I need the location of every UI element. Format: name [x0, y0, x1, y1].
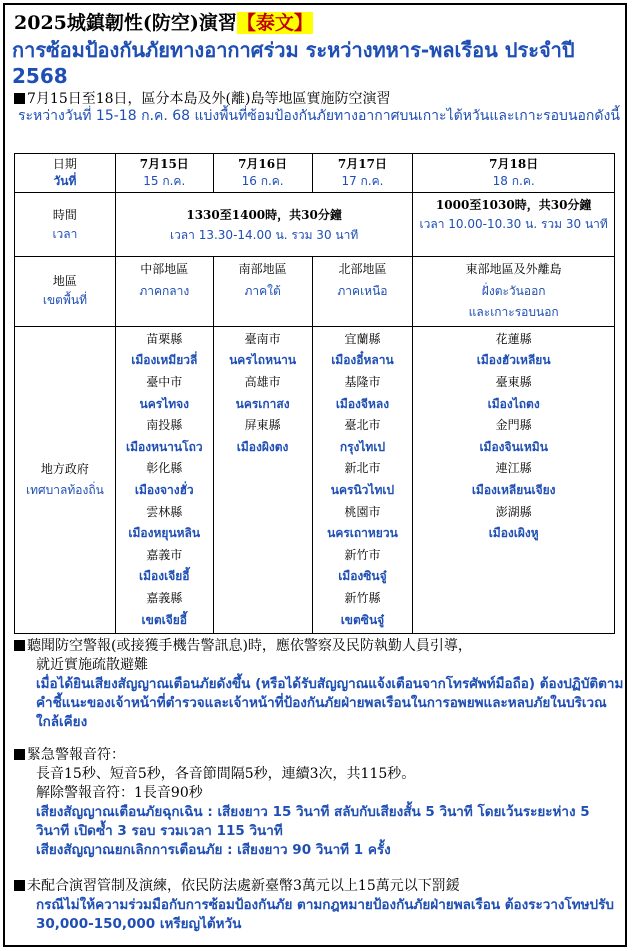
area-label-cell: 地區 เขตพื้นที่ [15, 257, 116, 327]
schedule-table [14, 153, 615, 634]
title-chinese-text: 2025城鎮韌性(防空)演習 [14, 12, 237, 34]
sound-emergency-thai: เสียงสัญญาณเตือนภัยฉุกเฉิน : เสียงยาว 15 วินาที สลับกับเสียงสั้น 5 วินาที โดยเว้นระยะห่าง 5 วินาที เปิดซ้ำ 3 รอบ รวมเวลา 115 วินาที [36, 804, 590, 839]
bullet-square-icon [14, 749, 25, 760]
title-chinese [14, 8, 313, 35]
area-cell-east: 東部地區及外離島 ฝั่งตะวันออก และเกาะรอบนอก [413, 257, 615, 327]
fine-chinese: 未配合演習管制及演練，依民防法處新臺幣3萬元以上15萬元以下罰鍰 [27, 878, 460, 894]
bullet-square-icon [14, 880, 25, 891]
alarm-chinese-line1: 聽聞防空警報(或接獲手機告警訊息)時，應依警察及民防執勤人員引導， [27, 638, 472, 654]
sound-title-chinese: 緊急警報音符： [27, 747, 125, 763]
time-label-cell: 時間 เวลา [15, 193, 116, 257]
bullet-square-icon [14, 93, 25, 104]
table-row-area [15, 257, 615, 327]
time-cell-central-south-north: 1330至1400時，共30分鐘 เวลา 13.30-14.00 น. รวม 30 นาที [115, 193, 413, 257]
area-cell-south: 南部地區 ภาคใต้ [213, 257, 312, 327]
section-sound [14, 746, 624, 860]
section-alarm [14, 637, 624, 732]
table-row-date [15, 154, 615, 193]
area-cell-north: 北部地區 ภาคเหนือ [312, 257, 413, 327]
intro-chinese: 7月15日至18日，區分本島及外(離)島等地區實施防空演習 [27, 91, 391, 107]
table-row-time [15, 193, 615, 257]
fine-thai: กรณีไม่ให้ความร่วมมือกับการซ้อมป้องกันภัย ตามกฎหมายป้องกันภัยฝ่ายพลเรือน ต้องระวางโทษปรับ 30,000-150,000 เหรียญไต้หวัน [36, 897, 614, 932]
gov-cell-east: 花蓮縣 เมืองฮัวเหลียน 臺東縣 เมืองไถตง 金門縣 เมืองจินเหมิน 連江縣 เมืองเหลียนเจียง 澎湖縣 เมืองเผิงหู [413, 326, 615, 633]
sound-emergency-chinese: 長音15秒、短音5秒，各音節間隔5秒，連續3次，共115秒。 [36, 766, 416, 782]
gov-cell-central: 苗栗縣 เมืองเหมียวลี่ 臺中市 นครไทจง 南投縣 เมืองหนานโถว 彰化縣 เมืองจางฮั่ว 雲林縣 เมืองหยุนหลิน 嘉義市 เมืองเจียอี้ 嘉義縣 เขตเจียอี้ [115, 326, 213, 633]
date-cell-4: 7月18日 18 ก.ค. [413, 154, 615, 193]
intro [14, 90, 620, 125]
title-language-badge: 【泰文】 [236, 12, 313, 34]
intro-thai: ระหว่างวันที่ 15-18 ก.ค. 68 แบ่งพื้นที่ซ้อมป้องกันภัยทางอากาศบนเกาะไต้หวันและเกาะรอบนอกดังนี้ [18, 108, 620, 124]
sound-clear-thai: เสียงสัญญาณยกเลิกการเตือนภัย : เสียงยาว 90 วินาที 1 ครั้ง [36, 842, 391, 858]
date-cell-1: 7月15日 15 ก.ค. [115, 154, 213, 193]
gov-cell-south: 臺南市 นครไถหนาน 高雄市 นครเกาสง 屏東縣 เมืองผิงตง [213, 326, 312, 633]
date-cell-2: 7月16日 16 ก.ค. [213, 154, 312, 193]
gov-label-cell: 地方政府 เทศบาลท้องถิ่น [15, 326, 116, 633]
gov-cell-north: 宜蘭縣 เมืองอี๋หลาน 基隆市 เมืองจีหลง 臺北市 กรุงไทเป 新北市 นครนิวไทเป 桃園市 นครเถาหยวน 新竹市 เมืองซินจู๋ 新竹縣 เขตซินจู๋ [312, 326, 413, 633]
title-thai: การซ้อมป้องกันภัยทางอากาศร่วม ระหว่างทหาร-พลเรือน ประจำปี 2568 [12, 38, 575, 88]
alarm-chinese-line2: 就近實施疏散避難 [36, 657, 148, 673]
alarm-thai: เมื่อได้ยินเสียงสัญญาณเตือนภัยดังขึ้น (หรือได้รับสัญญาณแจ้งเตือนจากโทรศัพท์มือถือ) ต้องปฏิบัติตามคำชี้แนะของเจ้าหน้าที่ตำรวจและเจ้าหน้าที่ป้องกันภัยฝ่ายพลเรือนในการอพยพและหลบภัยในบริเวณใกล้เคียง [36, 676, 624, 730]
bullet-square-icon [14, 640, 25, 651]
sound-clear-chinese: 解除警報音符：1長音90秒 [36, 785, 203, 801]
date-cell-3: 7月17日 17 ก.ค. [312, 154, 413, 193]
time-cell-east: 1000至1030時，共30分鐘 เวลา 10.00-10.30 น. รวม 30 นาที [413, 193, 615, 257]
section-fine [14, 877, 624, 934]
table-row-local-gov [15, 326, 615, 633]
area-cell-central: 中部地區 ภาคกลาง [115, 257, 213, 327]
date-label-cell: 日期 วันที่ [15, 154, 116, 193]
